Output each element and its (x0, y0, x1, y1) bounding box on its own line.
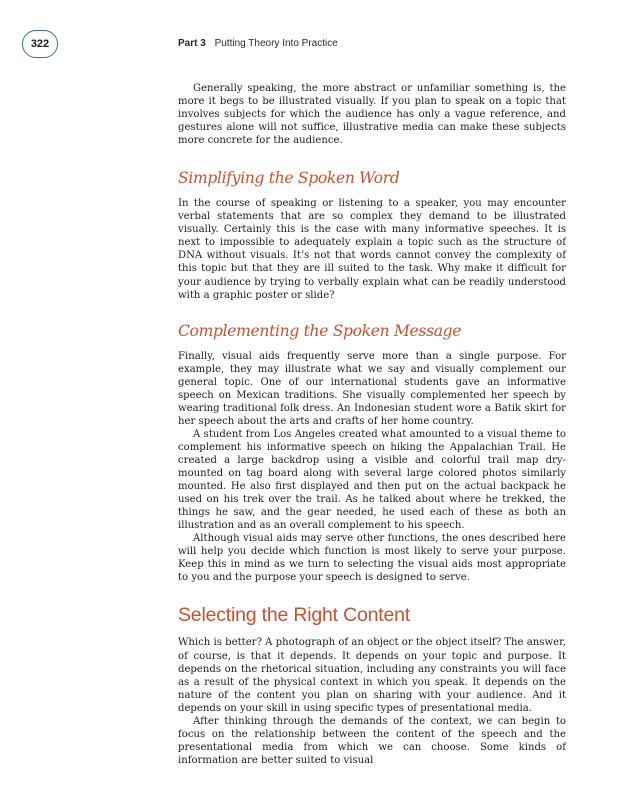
part-title: Putting Theory Into Practice (214, 38, 338, 49)
page-number-badge (22, 30, 58, 58)
selecting-paragraph-1: Which is better? A photograph of an object or the object itself? The answer, of course, is that it depends. It depends on your topic and purpose. It depends on the rhetorical situation, including any constraints you will face as a result of the physical context in which you speak. It depends on the nature of the content you plan on sharing with your audience. And it depends on your skill in using specific types of presentational media. (178, 637, 566, 714)
selecting-paragraph-2: After thinking through the demands of the context, we can begin to focus on the relationship between the content of the speech and the presentational media from which we can choose. Some kinds of information are better suited to visual (178, 715, 566, 766)
intro-paragraph: Generally speaking, the more abstract or unfamiliar something is, the more it begs to be illustrated visually. If you plan to speak on a topic that involves subjects for which the audience has only a vague reference, and gestures alone will not suffice, illustrative media can make these subjects more concrete for the audience. (178, 83, 566, 147)
subheading-simplifying: Simplifying the Spoken Word (178, 169, 400, 188)
page-body (178, 82, 566, 767)
running-head (178, 38, 338, 49)
subheading-complementing: Complementing the Spoken Message (178, 321, 462, 340)
section-heading-selecting: Selecting the Right Content (178, 604, 410, 627)
part-label: Part 3 (178, 38, 206, 49)
simplifying-paragraph: In the course of speaking or listening to a speaker, you may encounter verbal statements that are so complex they demand to be illustrated visually. Certainly this is the case with many informative speeches. It is next to impossible to adequately explain a topic such as the structure of DNA without visuals. It’s not that words cannot convey the complexity of this topic but that they are ill suited to the task. Why make it difficult for your audience by trying to verbally explain what can be readily understood with a graphic poster or slide? (178, 198, 566, 301)
complementing-paragraph-1: Finally, visual aids frequently serve more than a single purpose. For example, they may illustrate what we say and visually complement our general topic. One of our international students gave an informative speech on Mexican traditions. She visually complemented her speech by wearing traditional folk dress. An Indonesian student wore a Batik skirt for her speech about the arts and crafts of her home country. (178, 350, 566, 427)
page-number: 322 (30, 38, 50, 50)
complementing-paragraph-3: Although visual aids may serve other functions, the ones described here will help you decide which function is most likely to serve your purpose. Keep this in mind as we turn to selecting the visual aids most appropriate to you and the purpose your speech is designed to serve. (178, 533, 566, 584)
complementing-paragraph-2: A student from Los Angeles created what amounted to a visual theme to complement his informative speech on hiking the Appalachian Trail. He created a large backdrop using a visible and colorful trail map dry-mounted on tag board along with several large colored photos similarly mounted. He also first displayed and then put on the actual backpack he used on his trek over the trail. As he talked about where he trekked, the things he saw, and the gear needed, he used each of these as both an illustration and as an overall complement to his speech. (178, 428, 566, 532)
